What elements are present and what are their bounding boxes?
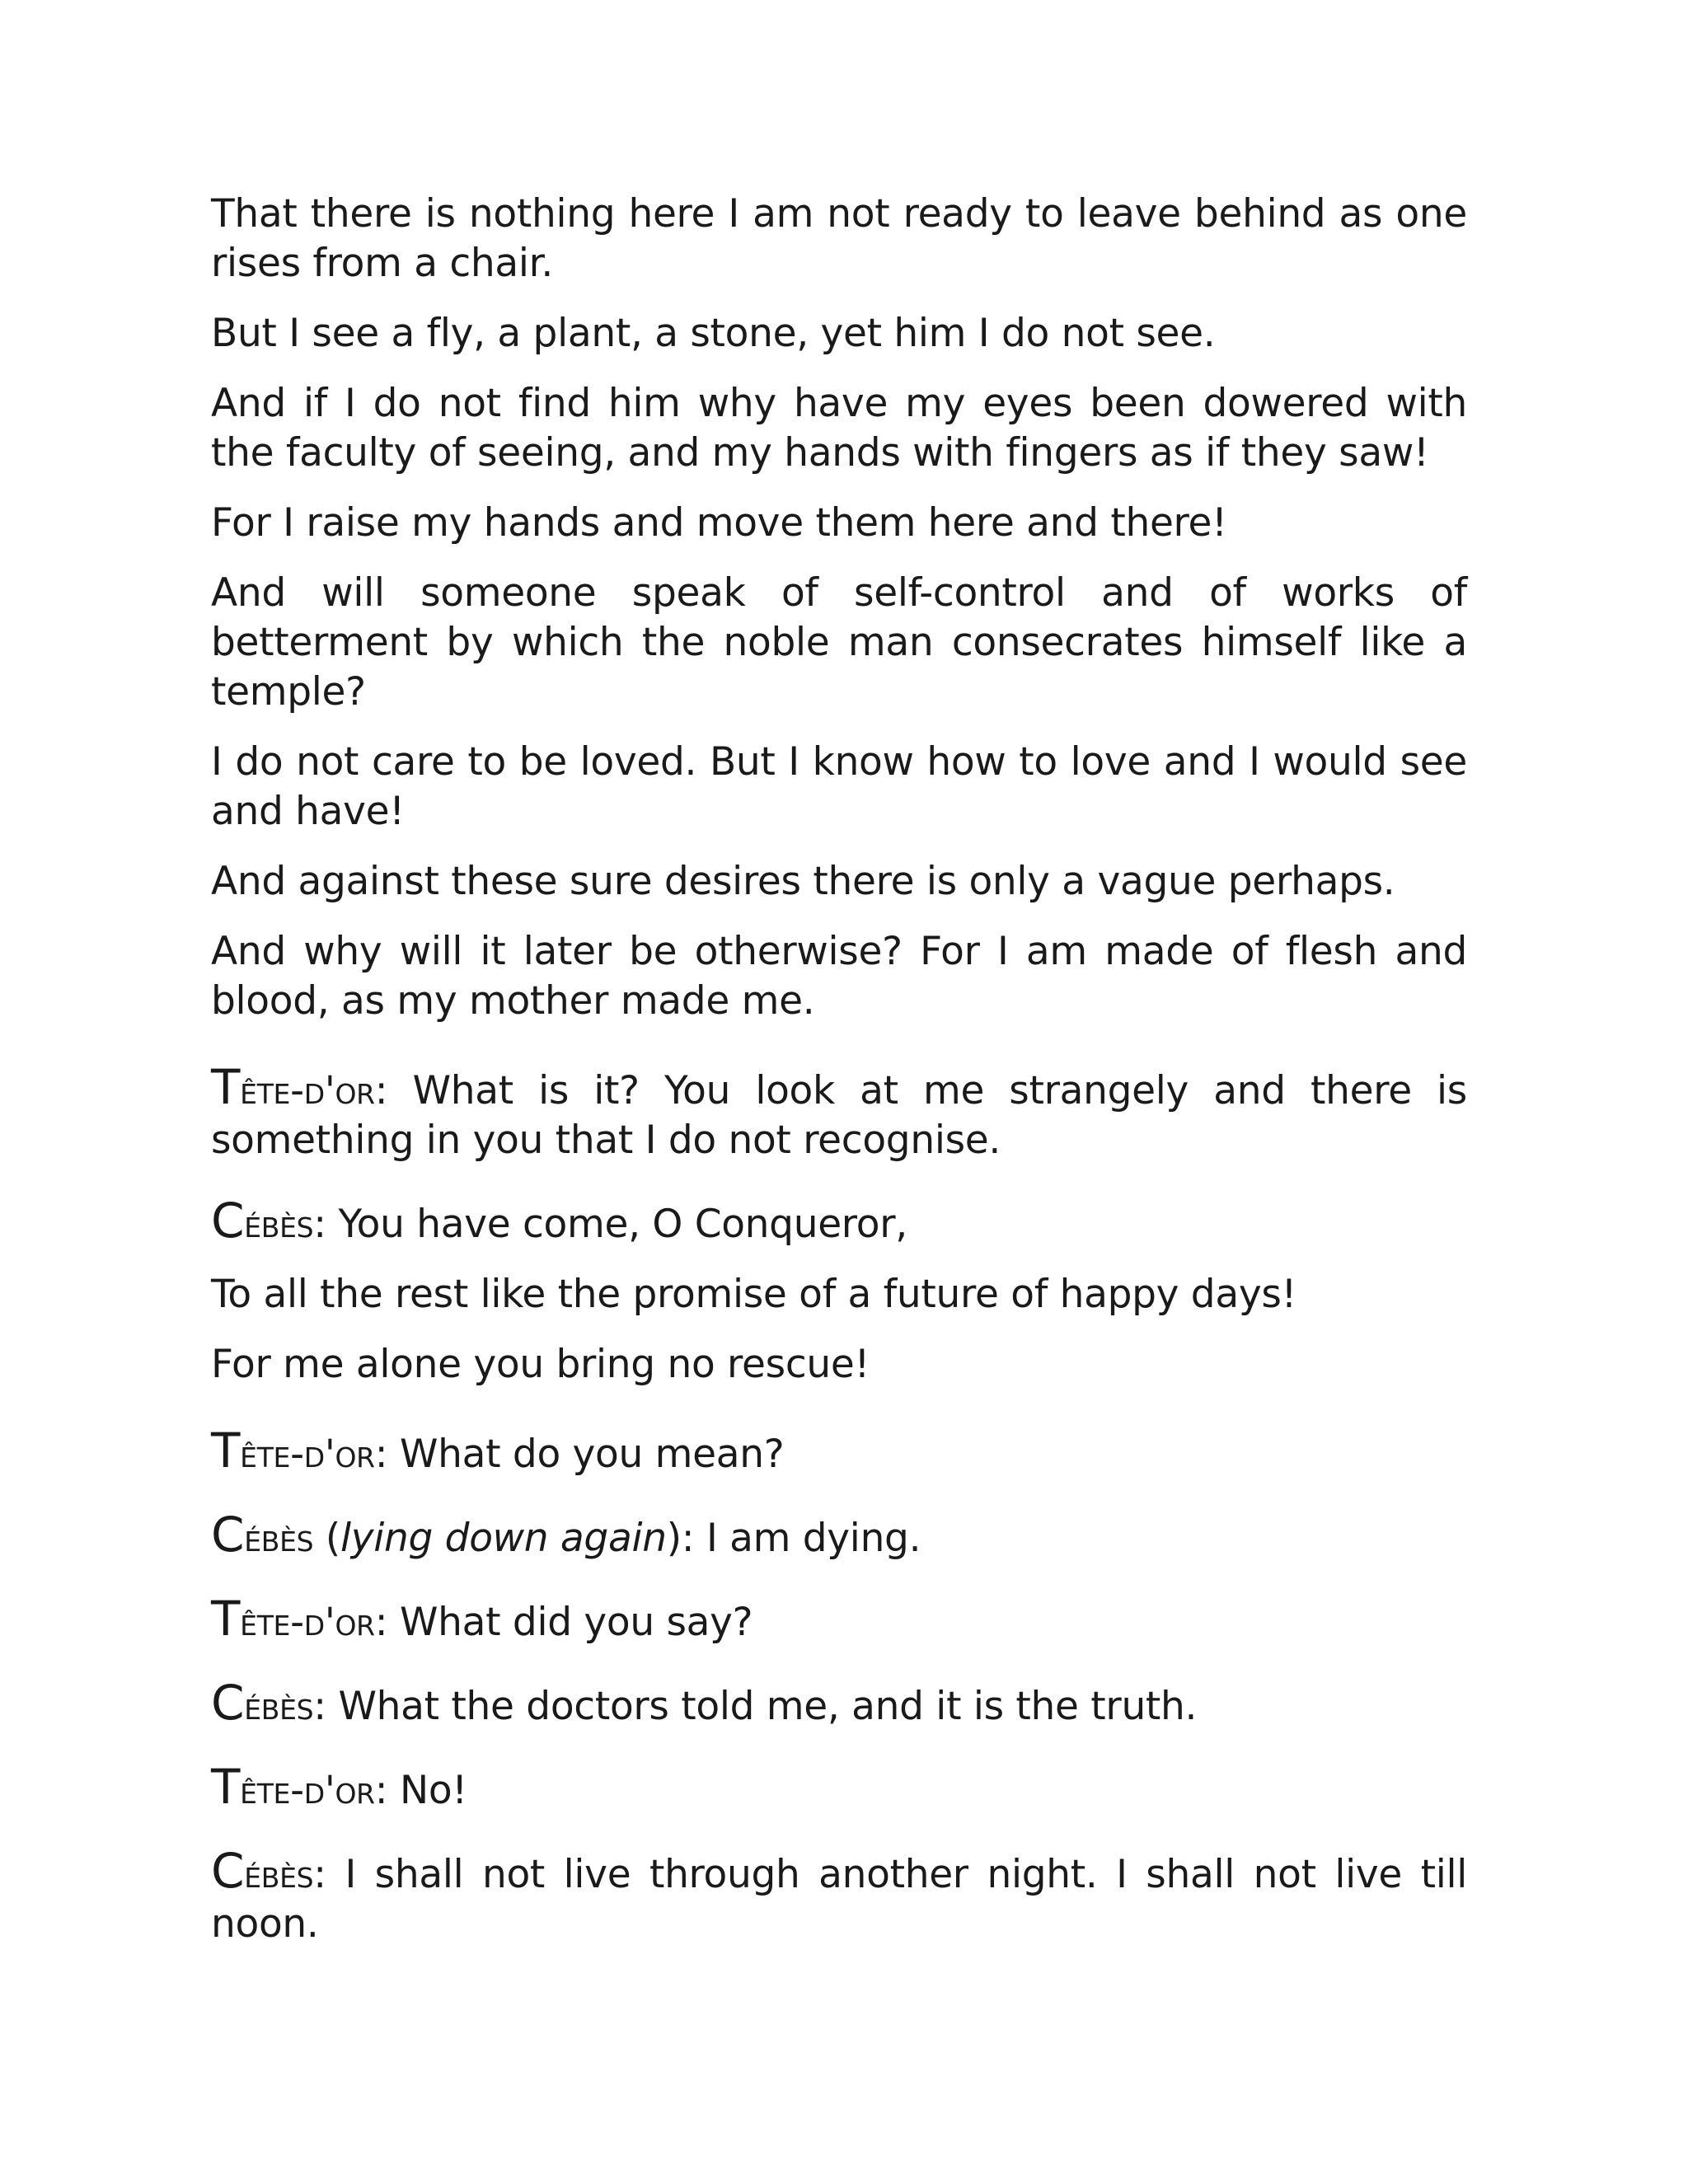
verse-line: That there is nothing here I am not ready to leave behind as one rises from a chair. bbox=[211, 191, 1467, 286]
speaker-name: Tête-d'or bbox=[211, 1591, 375, 1647]
dialogue-text: What do you mean? bbox=[399, 1432, 785, 1477]
stage-direction: lying down again bbox=[340, 1516, 667, 1561]
dialogue-line: Tête-d'or: What do you mean? bbox=[211, 1422, 785, 1479]
verse-line: For I raise my hands and move them here and there! bbox=[211, 500, 1227, 546]
verse-line: And if I do not find him why have my eyes been dowered with the faculty of seeing, and my hands with fingers as if they saw! bbox=[211, 381, 1467, 476]
dialogue-line: Tête-d'or: What did you say? bbox=[211, 1591, 753, 1647]
dialogue-text: You have come, O Conqueror, bbox=[338, 1202, 907, 1247]
speaker-name: Cébès bbox=[211, 1675, 314, 1731]
dialogue-text: No! bbox=[399, 1768, 467, 1813]
dialogue-line: Cébès (lying down again): I am dying. bbox=[211, 1507, 921, 1563]
dialogue-line: Cébès: What the doctors told me, and it is the truth. bbox=[211, 1675, 1198, 1731]
dialogue-continuation: For me alone you bring no rescue! bbox=[211, 1342, 870, 1387]
speaker-name: Tête-d'or bbox=[211, 1759, 375, 1815]
verse-line: But I see a fly, a plant, a stone, yet him I do not see. bbox=[211, 311, 1216, 356]
document-page bbox=[211, 190, 1467, 1970]
verse-line: And why will it later be otherwise? For I am made of flesh and blood, as my mother made me. bbox=[211, 929, 1467, 1024]
dialogue-text: What did you say? bbox=[399, 1600, 753, 1645]
dialogue-line: Tête-d'or: No! bbox=[211, 1759, 467, 1815]
verse-line: And against these sure desires there is only a vague perhaps. bbox=[211, 859, 1395, 904]
dialogue-text: I shall not live through another night. I shall not live till noon. bbox=[211, 1852, 1467, 1947]
dialogue-text: What is it? You look at me strangely and there is something in you that I do not recognise. bbox=[211, 1068, 1467, 1163]
speaker-name: Cébès bbox=[211, 1843, 314, 1899]
speaker-name: Tête-d'or bbox=[211, 1059, 375, 1115]
dialogue-line: Cébès: I shall not live through another night. I shall not live till noon. bbox=[211, 1843, 1467, 1947]
dialogue-continuation: To all the rest like the promise of a future of happy days! bbox=[211, 1272, 1297, 1317]
speaker-name: Cébès bbox=[211, 1193, 314, 1249]
verse-line: And will someone speak of self-control and of works of betterment by which the noble man consecrates himself like a temple? bbox=[211, 570, 1467, 715]
dialogue-text: I am dying. bbox=[706, 1516, 921, 1561]
dialogue-line: Tête-d'or: What is it? You look at me strangely and there is something in you that I do not recognise. bbox=[211, 1059, 1467, 1163]
speaker-name: Cébès bbox=[211, 1507, 314, 1563]
dialogue-text: What the doctors told me, and it is the truth. bbox=[338, 1684, 1198, 1729]
speaker-name: Tête-d'or bbox=[211, 1422, 375, 1479]
dialogue-line: Cébès: You have come, O Conqueror, bbox=[211, 1193, 907, 1249]
verse-line: I do not care to be loved. But I know how to love and I would see and have! bbox=[211, 739, 1467, 834]
